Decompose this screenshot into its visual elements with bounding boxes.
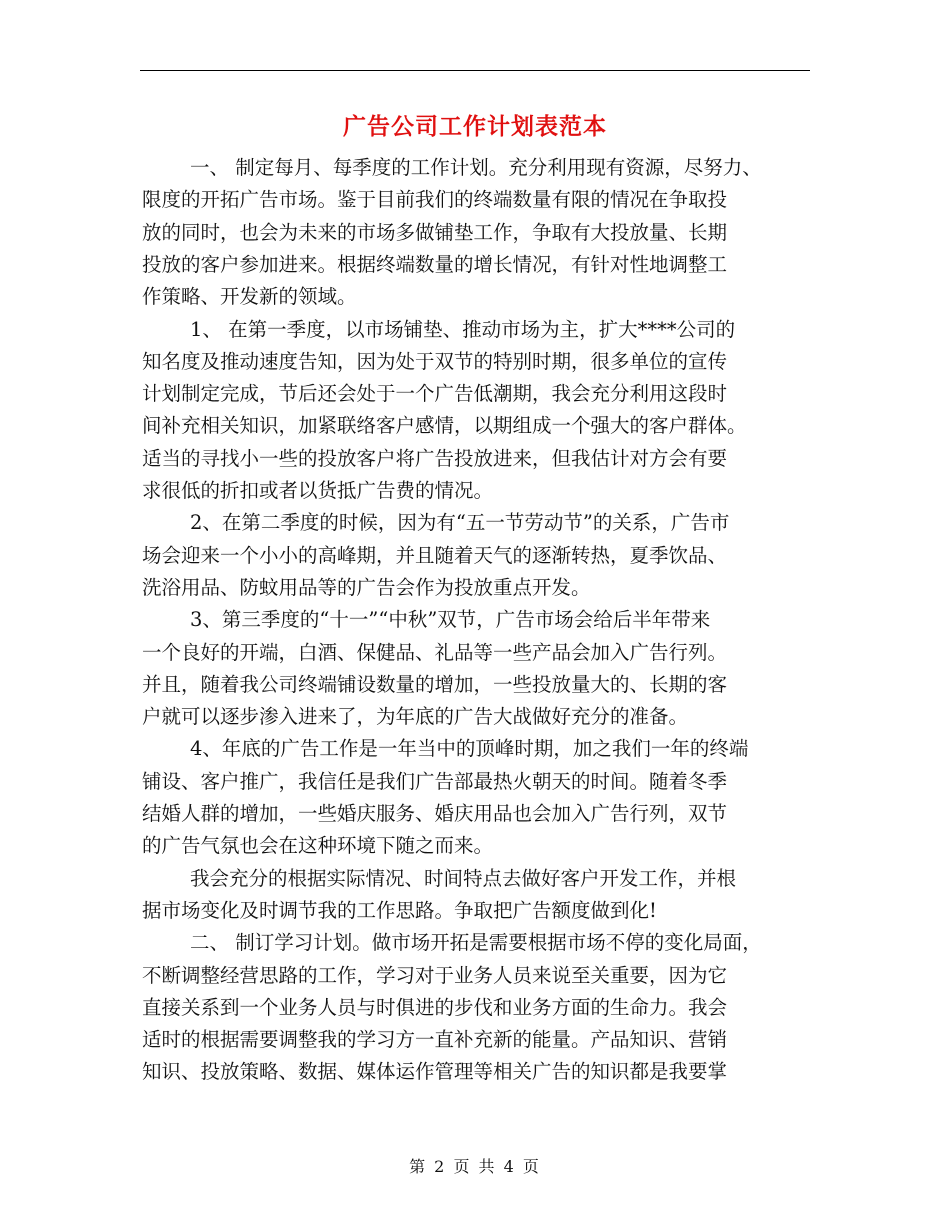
text-line: 1、 在第一季度，以市场铺垫、推动市场为主，扩大****公司的 <box>190 317 736 341</box>
text-line: 知名度及推动速度告知，因为处于双节的特别时期，很多单位的宣传 <box>142 349 728 373</box>
header-rule <box>140 70 810 71</box>
text-line: 的广告气氛也会在这种环境下随之而来。 <box>142 834 494 858</box>
text-line: 户就可以逐步渗入进来了，为年底的广告大战做好充分的准备。 <box>142 705 689 729</box>
text-line: 求很低的折扣或者以货抵广告费的情况。 <box>142 479 494 502</box>
text-line: 二、 制订学习计划。做市场开拓是需要根据市场不停的变化局面， <box>190 931 762 955</box>
text-line: 计划制定完成，节后还会处于一个广告低潮期，我会充分利用这段时 <box>142 382 728 406</box>
text-line: 我会充分的根据实际情况、时间特点去做好客户开发工作，并根 <box>190 866 737 890</box>
text-line: 直接关系到一个业务人员与时俱进的步伐和业务方面的生命力。我会 <box>142 995 728 1019</box>
text-line: 适时的根据需要调整我的学习方一直补充新的能量。产品知识、营销 <box>142 1028 728 1052</box>
text-line: 间补充相关知识，加紧联络客户感情，以期组成一个强大的客户群体。 <box>142 414 747 438</box>
text-line: 结婚人群的增加，一些婚庆服务、婚庆用品也会加入广告行列，双节 <box>142 802 728 825</box>
text-line: 一、 制定每月、每季度的工作计划。充分利用现有资源，尽努力、 <box>190 156 762 179</box>
text-line: 一个良好的开端，白酒、保健品、礼品等一些产品会加入广告行列。 <box>142 640 728 664</box>
text-line: 铺设、客户推广，我信任是我们广告部最热火朝天的时间。随着冬季 <box>142 769 728 793</box>
text-line: 不断调整经营思路的工作，学习对于业务人员来说至关重要，因为它 <box>142 963 728 987</box>
document-title: 广告公司工作计划表范本 <box>343 113 607 140</box>
text-line: 放的同时，也会为未来的市场多做铺垫工作，争取有大投放量、长期 <box>142 220 728 244</box>
text-line: 知识、投放策略、数据、媒体运作管理等相关广告的知识都是我要掌 <box>142 1060 728 1084</box>
text-line: 4、年底的广告工作是一年当中的顶峰时期，加之我们一年的终端 <box>190 737 749 761</box>
text-line: 投放的客户参加进来。根据终端数量的增长情况，有针对性地调整工 <box>142 252 728 276</box>
text-line: 2、在第二季度的时候，因为有“五一节劳动节”的关系，广告市 <box>190 511 730 535</box>
text-line: 据市场变化及时调节我的工作思路。争取把广告额度做到化! <box>142 898 657 922</box>
text-line: 适当的寻找小一些的投放客户将广告投放进来，但我估计对方会有要 <box>142 446 728 470</box>
text-line: 并且，随着我公司终端铺设数量的增加，一些投放量大的、长期的客 <box>142 672 728 696</box>
text-line: 场会迎来一个小小的高峰期，并且随着天气的逐渐转热，夏季饮品、 <box>142 543 728 567</box>
text-line: 3、第三季度的“十一”“中秋”双节，广告市场会给后半年带来 <box>190 608 711 632</box>
text-line: 洗浴用品、防蚊用品等的广告会作为投放重点开发。 <box>142 575 591 599</box>
text-line: 作策略、开发新的领域。 <box>142 285 357 309</box>
text-line: 限度的开拓广告市场。鉴于目前我们的终端数量有限的情况在争取投 <box>142 188 728 212</box>
page-number: 第 2 页 共 4 页 <box>409 1157 541 1176</box>
